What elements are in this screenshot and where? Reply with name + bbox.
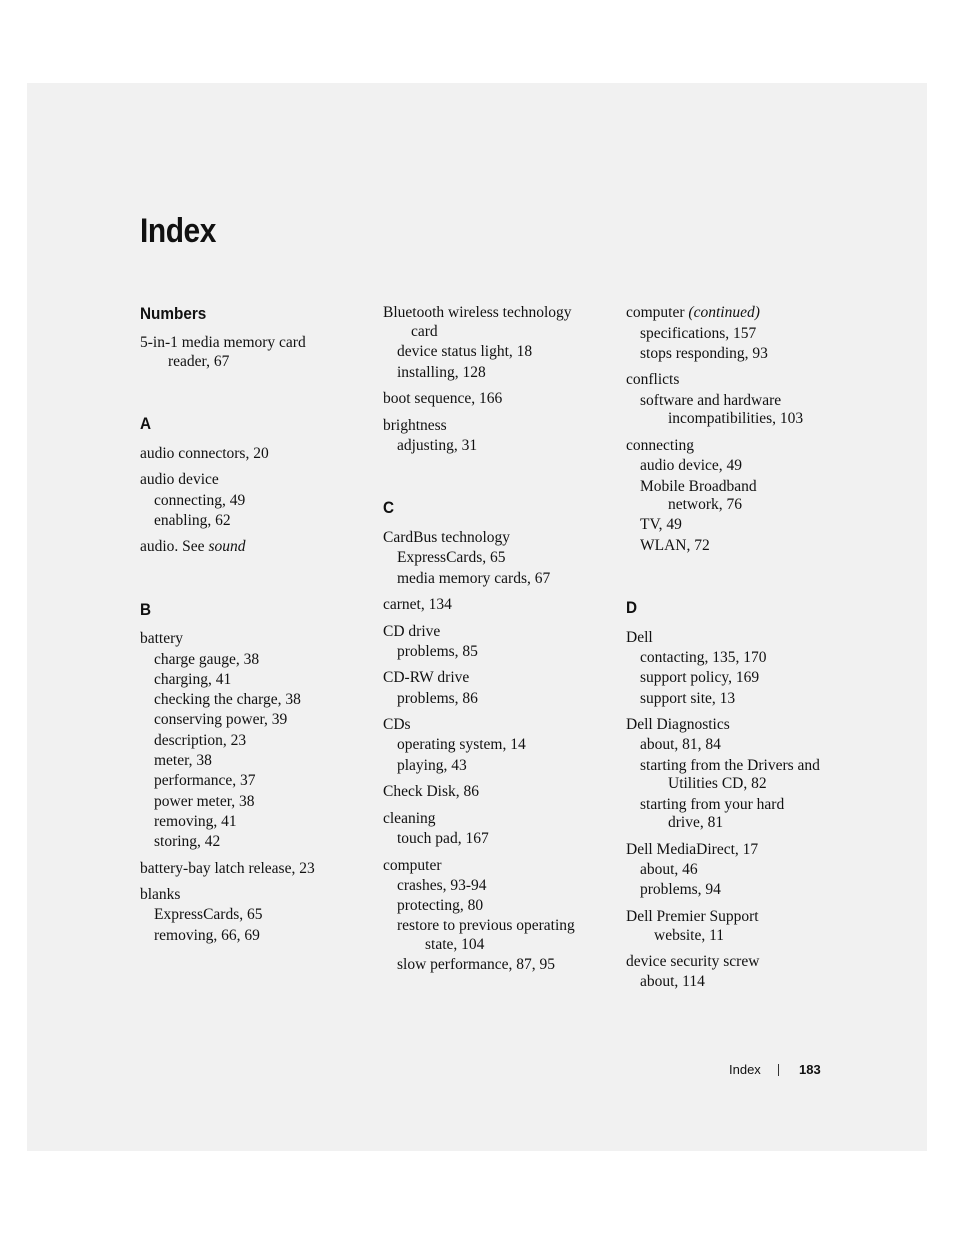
index-subentry [154, 651, 259, 669]
entry-text: 5-in-1 media memory card [140, 334, 306, 351]
entry-text: incompatibilities, 103 [668, 410, 804, 427]
index-entry [626, 371, 679, 389]
entry-text: Mobile Broadband [640, 478, 757, 495]
entry-text: boot sequence, 166 [383, 390, 503, 407]
index-entry [383, 669, 469, 687]
entry-text: ExpressCards, 65 [397, 549, 506, 566]
index-entry [626, 841, 758, 859]
index-entry [626, 716, 730, 734]
entry-text: about, 46 [640, 861, 698, 878]
page-title: Index [140, 212, 216, 250]
index-subentry [397, 343, 532, 361]
index-entry [383, 417, 447, 435]
index-subentry [168, 353, 229, 371]
entry-text: cleaning [383, 810, 436, 827]
index-subentry [640, 457, 742, 475]
index-subentry [397, 364, 486, 382]
entry-text: installing, 128 [397, 364, 486, 381]
entry-text: website, 11 [654, 927, 725, 944]
entry-text: blanks [140, 886, 181, 903]
entry-text: description, 23 [154, 732, 247, 749]
index-subentry [397, 757, 467, 775]
index-subentry [154, 671, 231, 689]
index-subentry [640, 325, 756, 343]
index-subentry [640, 690, 735, 708]
entry-text: card [411, 323, 438, 340]
index-subentry [640, 881, 721, 899]
index-subentry [397, 549, 506, 567]
index-subentry [154, 927, 260, 945]
index-subentry [154, 492, 245, 510]
index-subentry [154, 512, 231, 530]
index-subentry [397, 956, 555, 974]
entry-text: about, 114 [640, 973, 705, 990]
entry-text: enabling, 62 [154, 512, 231, 529]
section-heading: C [383, 498, 395, 517]
index-subentry [640, 861, 698, 879]
entry-text: Dell MediaDirect, 17 [626, 841, 759, 858]
entry-text: charging, 41 [154, 671, 232, 688]
index-subentry [668, 410, 803, 428]
index-subentry [425, 936, 484, 954]
section-heading: D [626, 598, 638, 617]
entry-text: software and hardware [640, 392, 782, 409]
index-entry [140, 886, 180, 904]
entry-text: adjusting, 31 [397, 437, 478, 454]
index-entry [383, 623, 440, 641]
entry-text: audio device, 49 [640, 457, 743, 474]
entry-text: Bluetooth wireless technology [383, 304, 572, 321]
entry-text: audio. See [140, 538, 209, 555]
entry-text: removing, 41 [154, 813, 237, 830]
index-subentry [397, 877, 487, 895]
index-entry [626, 437, 694, 455]
entry-text: Check Disk, 86 [383, 783, 480, 800]
entry-text: WLAN, 72 [640, 537, 710, 554]
entry-text: connecting [626, 437, 695, 454]
entry-text: battery [140, 630, 184, 647]
index-entry [140, 445, 269, 463]
index-subentry [397, 897, 483, 915]
entry-text: computer [626, 304, 689, 321]
index-subentry [668, 775, 767, 793]
index-subentry [640, 478, 757, 496]
entry-text: connecting, 49 [154, 492, 246, 509]
entry-text: starting from your hard [640, 796, 785, 813]
entry-text: network, 76 [668, 496, 743, 513]
entry-text: CD-RW drive [383, 669, 470, 686]
section-heading: A [140, 414, 152, 433]
index-subentry [411, 323, 438, 341]
entry-text: checking the charge, 38 [154, 691, 301, 708]
index-subentry [154, 833, 220, 851]
entry-italic-text: sound [208, 538, 246, 555]
entry-text: CDs [383, 716, 411, 733]
index-subentry [154, 813, 237, 831]
page-number: 183 [799, 1062, 821, 1077]
entry-text: playing, 43 [397, 757, 467, 774]
index-subentry [640, 669, 759, 687]
index-subentry [397, 830, 489, 848]
entry-text: starting from the Drivers and [640, 757, 820, 774]
index-subentry [640, 973, 705, 991]
entry-text: removing, 66, 69 [154, 927, 260, 944]
index-subentry [397, 437, 477, 455]
entry-text: Dell Diagnostics [626, 716, 730, 733]
entry-text: computer [383, 857, 442, 874]
index-subentry [668, 814, 723, 832]
entry-text: about, 81, 84 [640, 736, 721, 753]
entry-text: touch pad, 167 [397, 830, 489, 847]
entry-text: specifications, 157 [640, 325, 757, 342]
index-entry [383, 857, 442, 875]
entry-text: carnet, 134 [383, 596, 452, 613]
entry-text: crashes, 93-94 [397, 877, 487, 894]
index-subentry [640, 736, 721, 754]
index-entry [383, 596, 452, 614]
index-subentry [397, 917, 575, 935]
entry-text: performance, 37 [154, 772, 256, 789]
index-subentry [668, 496, 742, 514]
entry-text: media memory cards, 67 [397, 570, 551, 587]
index-entry [140, 630, 183, 648]
entry-text: charge gauge, 38 [154, 651, 260, 668]
entry-text: TV, 49 [640, 516, 682, 533]
footer-divider [778, 1064, 779, 1076]
entry-text: battery-bay latch release, 23 [140, 860, 315, 877]
entry-text: power meter, 38 [154, 793, 255, 810]
index-entry [140, 538, 246, 556]
entry-text: drive, 81 [668, 814, 724, 831]
entry-text: slow performance, 87, 95 [397, 956, 555, 973]
entry-text: CardBus technology [383, 529, 510, 546]
entry-text: support site, 13 [640, 690, 736, 707]
index-subentry [640, 392, 781, 410]
index-subentry [397, 643, 478, 661]
index-subentry [154, 732, 246, 750]
index-entry [626, 908, 759, 926]
index-entry [140, 860, 315, 878]
index-subentry [640, 796, 784, 814]
entry-text: problems, 85 [397, 643, 478, 660]
section-heading: B [140, 600, 152, 619]
entry-text: operating system, 14 [397, 736, 526, 753]
entry-text: protecting, 80 [397, 897, 484, 914]
entry-text: problems, 94 [640, 881, 721, 898]
index-entry [383, 810, 436, 828]
index-subentry [640, 345, 768, 363]
index-entry [140, 334, 306, 352]
entry-text: audio device [140, 471, 219, 488]
index-subentry [154, 711, 287, 729]
entry-text: meter, 38 [154, 752, 212, 769]
entry-text: Utilities CD, 82 [668, 775, 767, 792]
entry-text: support policy, 169 [640, 669, 760, 686]
entry-text: contacting, 135, 170 [640, 649, 767, 666]
index-subentry [640, 537, 710, 555]
index-entry [626, 304, 760, 322]
index-subentry [154, 691, 301, 709]
entry-text: problems, 86 [397, 690, 478, 707]
entry-text: stops responding, 93 [640, 345, 768, 362]
index-subentry [154, 793, 255, 811]
index-entry [383, 304, 572, 322]
index-entry [626, 629, 653, 647]
entry-text: ExpressCards, 65 [154, 906, 263, 923]
entry-italic-text: (continued) [688, 304, 760, 321]
index-entry [383, 716, 411, 734]
index-subentry [154, 752, 212, 770]
index-entry [383, 783, 479, 801]
index-subentry [654, 927, 724, 945]
index-entry [140, 471, 219, 489]
entry-text: device security screw [626, 953, 760, 970]
index-subentry [640, 516, 682, 534]
index-subentry [397, 736, 526, 754]
entry-text: device status light, 18 [397, 343, 533, 360]
section-heading: Numbers [140, 304, 207, 323]
entry-text: conserving power, 39 [154, 711, 288, 728]
entry-text: brightness [383, 417, 447, 434]
entry-text: state, 104 [425, 936, 485, 953]
entry-text: reader, 67 [168, 353, 230, 370]
entry-text: Dell Premier Support [626, 908, 759, 925]
entry-text: Dell [626, 629, 653, 646]
index-entry [383, 529, 510, 547]
entry-text: CD drive [383, 623, 441, 640]
index-subentry [154, 906, 263, 924]
index-subentry [640, 757, 820, 775]
entry-text: restore to previous operating [397, 917, 575, 934]
index-subentry [154, 772, 256, 790]
index-entry [626, 953, 759, 971]
entry-text: audio connectors, 20 [140, 445, 269, 462]
entry-text: conflicts [626, 371, 680, 388]
entry-text: storing, 42 [154, 833, 221, 850]
index-entry [383, 390, 502, 408]
index-subentry [397, 570, 550, 588]
index-subentry [397, 690, 478, 708]
footer-section-label: Index [729, 1062, 761, 1077]
index-subentry [640, 649, 767, 667]
